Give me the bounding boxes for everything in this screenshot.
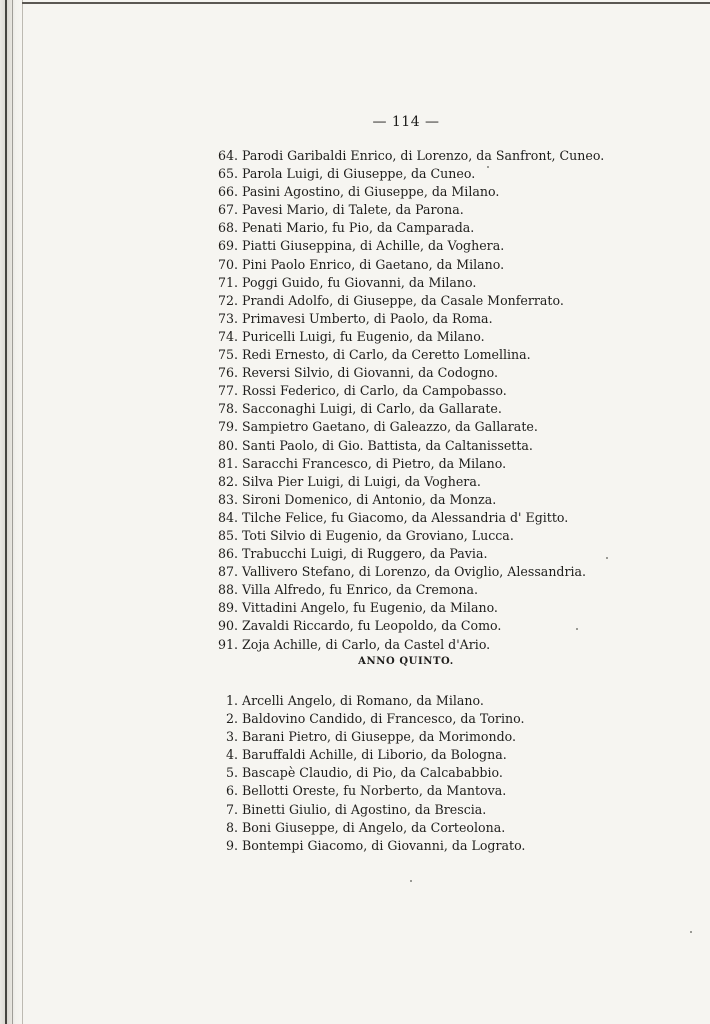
entry-text: Sacconaghi Luigi, di Carlo, da Gallarate. (242, 401, 502, 417)
entry-text: Zavaldi Riccardo, fu Leopoldo, da Como. (242, 618, 502, 634)
entry-number: 66. (217, 184, 238, 200)
entry-text: Trabucchi Luigi, di Ruggero, da Pavia. (242, 546, 488, 562)
entry-number: 73. (217, 310, 238, 326)
list-item (214, 201, 694, 219)
list-item (214, 165, 694, 183)
entry-number: 74. (217, 328, 238, 344)
entry-number: 83. (217, 491, 238, 507)
list-item (221, 746, 701, 764)
entry-text: Villa Alfredo, fu Enrico, da Cremona. (242, 582, 478, 598)
page-number: — 114 — (372, 114, 440, 130)
entry-number: 7. (225, 801, 238, 817)
list-item (214, 599, 694, 617)
section-heading: ANNO QUINTO. (358, 656, 454, 667)
list-item (214, 636, 694, 654)
list-item (214, 473, 694, 491)
entry-number: 76. (217, 365, 238, 381)
entry-text: Penati Mario, fu Pio, da Camparada. (242, 220, 475, 236)
entry-text: Binetti Giulio, di Agostino, da Brescia. (242, 801, 487, 817)
paper-speck (576, 628, 578, 630)
entry-text: Tilche Felice, fu Giacomo, da Alessandria d' Egitto. (242, 509, 569, 525)
list-item (214, 328, 694, 346)
list-item (214, 292, 694, 310)
list-item (221, 837, 701, 855)
list-item (214, 364, 694, 382)
list-item (214, 310, 694, 328)
entry-number: 86. (217, 546, 238, 562)
paper-speck (487, 166, 489, 168)
entry-text: Pasini Agostino, di Giuseppe, da Milano. (242, 184, 500, 200)
entry-text: Parodi Garibaldi Enrico, di Lorenzo, da Sanfront, Cuneo. (242, 148, 605, 163)
list-item (214, 418, 694, 436)
entry-number: 64. (217, 148, 238, 163)
entry-text: Sironi Domenico, di Antonio, da Monza. (242, 491, 497, 507)
entry-number: 87. (217, 564, 238, 580)
entry-number: 91. (217, 636, 238, 652)
list-item (214, 581, 694, 599)
entry-number: 67. (217, 202, 238, 218)
list-item (214, 237, 694, 255)
entry-number: 81. (217, 455, 238, 471)
entry-text: Zoja Achille, di Carlo, da Castel d'Ario. (242, 636, 491, 652)
entry-text: Reversi Silvio, di Giovanni, da Codogno. (242, 365, 499, 381)
name-list-anno-quinto (221, 692, 701, 855)
list-item (214, 219, 694, 237)
list-item (214, 256, 694, 274)
list-item (214, 274, 694, 292)
entry-text: Piatti Giuseppina, di Achille, da Voghera. (242, 238, 505, 254)
entry-number: 75. (217, 347, 238, 363)
entry-number: 68. (217, 220, 238, 236)
book-spine-edge (0, 0, 23, 1024)
entry-text: Saracchi Francesco, di Pietro, da Milano. (242, 455, 507, 471)
list-item (221, 710, 701, 728)
list-item (214, 509, 694, 527)
entry-text: Boni Giuseppe, di Angelo, da Corteolona. (242, 819, 506, 835)
entry-text: Rossi Federico, di Carlo, da Campobasso. (242, 383, 507, 399)
entry-text: Baruffaldi Achille, di Liborio, da Bologna. (242, 747, 507, 763)
paper-speck (410, 880, 412, 882)
list-item (214, 437, 694, 455)
entry-text: Vittadini Angelo, fu Eugenio, da Milano. (242, 600, 498, 616)
entry-number: 1. (225, 693, 238, 708)
entry-text: Vallivero Stefano, di Lorenzo, da Oviglio, Alessandria. (242, 564, 587, 580)
entry-number: 5. (225, 765, 238, 781)
entry-text: Barani Pietro, di Giuseppe, da Morimondo. (242, 729, 517, 745)
name-list-continued (214, 147, 694, 654)
list-item (214, 563, 694, 581)
entry-number: 90. (217, 618, 238, 634)
entry-text: Baldovino Candido, di Francesco, da Torino. (242, 711, 525, 727)
list-item (214, 147, 694, 165)
paper-speck (606, 557, 608, 559)
list-item (214, 545, 694, 563)
entry-number: 72. (217, 292, 238, 308)
list-item (221, 819, 701, 837)
list-item (214, 346, 694, 364)
entry-number: 3. (225, 729, 238, 745)
entry-number: 89. (217, 600, 238, 616)
entry-number: 71. (217, 274, 238, 290)
list-item (214, 400, 694, 418)
list-item (221, 692, 701, 710)
list-item (221, 801, 701, 819)
entry-text: Redi Ernesto, di Carlo, da Ceretto Lomellina. (242, 347, 531, 363)
entry-number: 79. (217, 419, 238, 435)
entry-text: Bascapè Claudio, di Pio, da Calcababbio. (242, 765, 503, 781)
list-item (214, 617, 694, 635)
list-item (221, 728, 701, 746)
entry-text: Pavesi Mario, di Talete, da Parona. (242, 202, 464, 218)
list-item (221, 782, 701, 800)
entry-number: 80. (217, 437, 238, 453)
entry-text: Santi Paolo, di Gio. Battista, da Caltanissetta. (242, 437, 533, 453)
entry-number: 78. (217, 401, 238, 417)
list-item (214, 382, 694, 400)
list-item (214, 455, 694, 473)
top-page-edge (22, 2, 710, 4)
spine-line (5, 0, 7, 1024)
list-item (214, 183, 694, 201)
entry-text: Puricelli Luigi, fu Eugenio, da Milano. (242, 328, 485, 344)
entry-number: 6. (225, 783, 238, 799)
paper-speck (690, 931, 692, 933)
entry-text: Prandi Adolfo, di Giuseppe, da Casale Monferrato. (242, 292, 564, 308)
entry-number: 4. (225, 747, 238, 763)
entry-number: 9. (225, 837, 238, 853)
entry-text: Poggi Guido, fu Giovanni, da Milano. (242, 274, 477, 290)
entry-number: 65. (217, 166, 238, 182)
entry-text: Sampietro Gaetano, di Galeazzo, da Gallarate. (242, 419, 538, 435)
list-item (214, 491, 694, 509)
entry-text: Primavesi Umberto, di Paolo, da Roma. (242, 310, 493, 326)
entry-text: Silva Pier Luigi, di Luigi, da Voghera. (242, 473, 481, 489)
entry-text: Parola Luigi, di Giuseppe, da Cuneo. (242, 166, 476, 182)
entry-number: 70. (217, 256, 238, 272)
spine-line (12, 0, 13, 1024)
entry-number: 85. (217, 527, 238, 543)
entry-number: 84. (217, 509, 238, 525)
entry-text: Toti Silvio di Eugenio, da Groviano, Lucca. (242, 527, 514, 543)
entry-number: 77. (217, 383, 238, 399)
list-item (214, 527, 694, 545)
entry-number: 2. (225, 711, 238, 727)
entry-number: 82. (217, 473, 238, 489)
entry-number: 88. (217, 582, 238, 598)
entry-number: 8. (225, 819, 238, 835)
entry-number: 69. (217, 238, 238, 254)
list-item (221, 764, 701, 782)
entry-text: Bontempi Giacomo, di Giovanni, da Lograto. (242, 837, 526, 853)
entry-text: Pini Paolo Enrico, di Gaetano, da Milano. (242, 256, 505, 272)
entry-text: Bellotti Oreste, fu Norberto, da Mantova. (242, 783, 507, 799)
entry-text: Arcelli Angelo, di Romano, da Milano. (242, 693, 484, 708)
